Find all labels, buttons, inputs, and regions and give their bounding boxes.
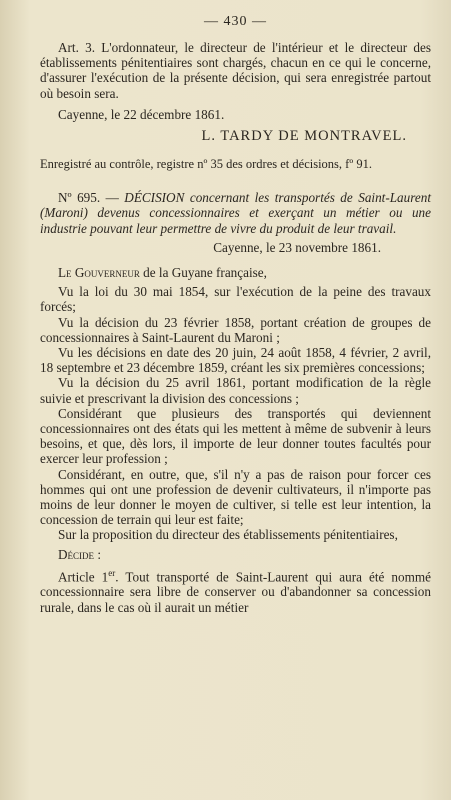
paragraph-vu-decision-1861: Vu la décision du 25 avril 1861, portant modification de la règle suivie et prescrivant la division des concessions ; (40, 375, 431, 406)
article-1-text: . Tout transporté de Saint-Laurent qui aura été nommé concessionnaire sera libre de conserver ou d'abandonner sa concession rurale, dans le cas où il aurait un métier (40, 569, 431, 615)
page-number: — 430 — (204, 14, 267, 29)
paragraph-vu-decisions-1858-1859: Vu les décisions en date des 20 juin, 24 août 1858, 4 février, 2 avril, 18 septembre et 23 décembre 1859, créant les six premières concessions; (40, 345, 431, 376)
paragraph-considerant-2: Considérant, en outre, que, s'il n'y a pas de raison pour forcer ces hommes qui ont une profession de devenir cultivateurs, il n'importe pas moins de leur donner le moyen de cultiver, si telle est leur intention, la concession de terrain qui leur est faite; (40, 466, 431, 528)
article-1-label: Article 1 (58, 569, 109, 585)
dateline-1: Cayenne, le 22 décembre 1861. (58, 106, 225, 122)
decision-title: concernant les transportés de Saint-Laurent (Maroni) devenus concessionnaires et exerçant un métier ou une industrie pouvant leur permettre de vivre du produit de leur travail. (40, 190, 431, 236)
article-1-paragraph (40, 566, 431, 615)
dateline-2: Cayenne, le 23 novembre 1861. (213, 239, 381, 255)
governor-title: Le Gouverneur (58, 265, 140, 281)
decision-number: Nº 695. — (58, 190, 119, 206)
governor-rest: de la Guyane française, (143, 265, 267, 281)
decision-label: DÉCISION (124, 190, 185, 206)
article-3-paragraph: Art. 3. L'ordonnateur, le directeur de l'intérieur et le directeur des établissements pénitentiaires sont chargés, chacun en ce qui le concerne, d'assurer l'exécution de la présente décision, qui sera enregistrée partout où besoin sera. (40, 40, 431, 101)
registration-note: Enregistré au contrôle, registre nº 35 des ordres et décisions, fº 91. (40, 157, 372, 172)
governor-line (40, 265, 431, 280)
decide-heading: Décide : (58, 546, 101, 562)
decision-heading (40, 190, 431, 236)
paragraph-proposition: Sur la proposition du directeur des établissements pénitentiaires, (58, 527, 398, 543)
paragraph-vu-loi: Vu la loi du 30 mai 1854, sur l'exécution de la peine des travaux forcés; (40, 284, 431, 315)
paragraph-considerant-1: Considérant que plusieurs des transportés qui deviennent concessionnaires ont des états qui les mettent à même de subvenir à leurs besoins, et que, dès lors, il importe de leur donner toutes facultés pour exercer leur profession ; (40, 405, 431, 467)
signature: L. TARDY DE MONTRAVEL. (201, 128, 407, 145)
article-1-superscript: er (108, 567, 116, 578)
paragraph-vu-decision-1858: Vu la décision du 23 février 1858, portant création de groupes de concessionnaires à Saint-Laurent du Maroni ; (40, 314, 431, 345)
